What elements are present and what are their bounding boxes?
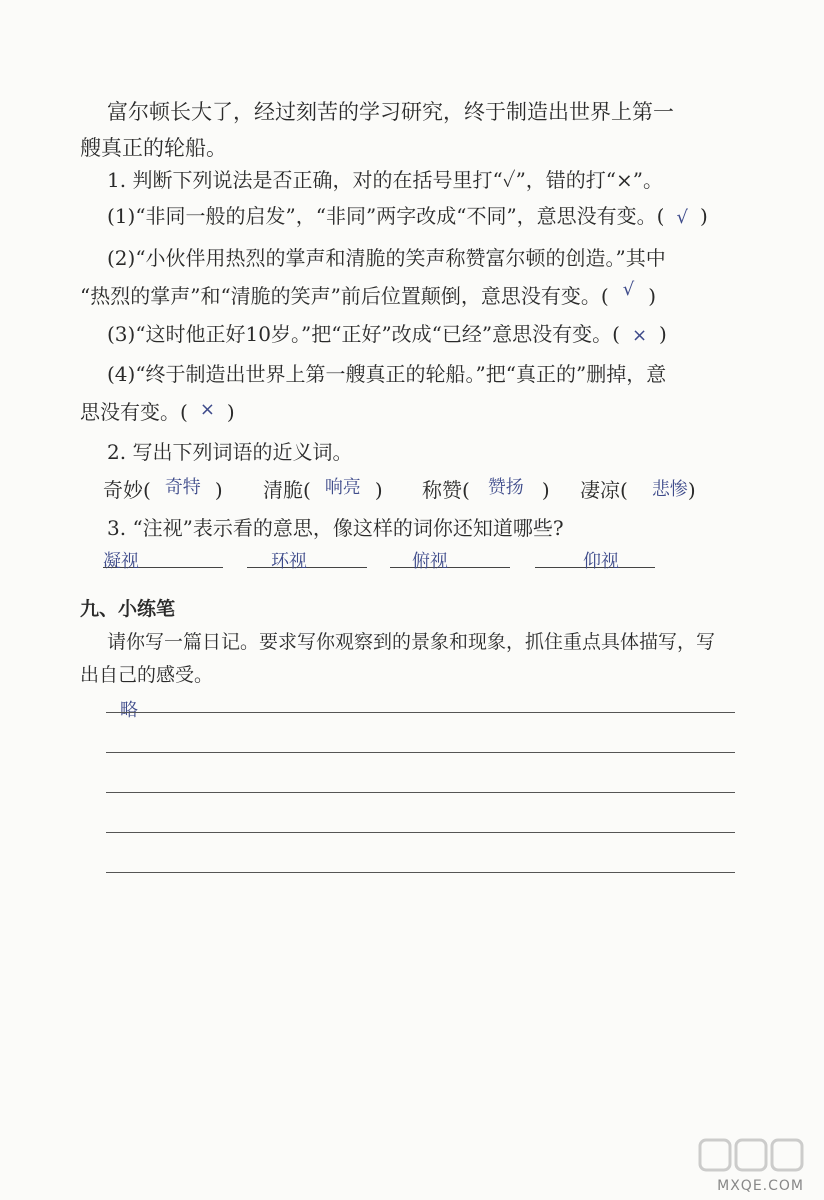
passage-line-1: 富尔顿长大了，经过刻苦的学习研究，终于制造出世界上第一	[107, 100, 674, 124]
q3-answer-3[interactable]	[390, 547, 510, 572]
writing-line-2[interactable]	[106, 752, 735, 753]
q1-item-3-close: )	[659, 322, 667, 346]
writing-line-4[interactable]	[106, 832, 735, 833]
q1-item-3-text: (3)“这时他正好10岁。”把“正好”改成“已经”意思没有变。(	[107, 322, 620, 346]
q2-pair-4-word: 凄凉(	[580, 478, 628, 502]
passage-line-2: 艘真正的轮船。	[80, 136, 227, 160]
q2-pair-3-answer[interactable]: 赞扬	[487, 477, 524, 498]
q2-pair-4-answer[interactable]: 悲惨	[651, 479, 688, 500]
q2-pair-4	[580, 474, 696, 503]
q3-prompt: 3. “注视”表示看的意思，像这样的词你还知道哪些?	[107, 516, 564, 540]
section-9-answer[interactable]: 略	[120, 700, 138, 721]
q3-answer-2[interactable]	[247, 547, 367, 572]
q2-pair-1-close: )	[214, 478, 223, 502]
q1-item-3	[107, 318, 667, 347]
q2-pair-2-answer[interactable]: 响亮	[324, 477, 361, 498]
q2-pair-1	[103, 474, 223, 503]
section-9-heading: 九、小练笔	[80, 598, 176, 620]
q2-pair-3-word: 称赞(	[422, 478, 470, 502]
q2-pair-1-word: 奇妙(	[103, 478, 151, 502]
q1-item-4-text: 思没有变。(	[80, 400, 188, 424]
q1-item-4-answer[interactable]: ×	[199, 399, 215, 420]
q2-prompt: 2. 写出下列词语的近义词。	[107, 440, 353, 464]
q2-pair-3-close: )	[541, 478, 550, 502]
q1-item-3-answer[interactable]: ×	[631, 325, 648, 346]
watermark-text: MXQE.COM	[717, 1178, 804, 1194]
q3-answer-2-text: 环视	[271, 551, 307, 572]
q3-answer-1[interactable]	[103, 547, 223, 572]
q1-item-2-text: “热烈的掌声”和“清脆的笑声”前后位置颠倒，意思没有变。(	[80, 284, 609, 308]
q1-item-1-answer[interactable]: √	[676, 207, 688, 228]
q1-item-1-close: )	[699, 204, 708, 228]
q3-answer-1-text: 凝视	[103, 551, 139, 572]
q1-item-1-text: (1)“非同一般的启发”，“非同”两字改成“不同”，意思没有变。(	[107, 204, 665, 228]
q1-item-2-close: )	[648, 284, 656, 308]
q2-pair-3	[422, 474, 550, 503]
q2-pair-2-close: )	[374, 478, 383, 502]
q3-answer-4[interactable]	[535, 547, 655, 572]
q1-item-2-line-2	[80, 280, 656, 309]
q3-answer-3-text: 俯视	[412, 551, 448, 572]
q1-prompt: 1. 判断下列说法是否正确，对的在括号里打“✓”，错的打“×”。	[107, 168, 663, 192]
q1-item-4-line-2	[80, 396, 235, 425]
writing-line-3[interactable]	[106, 792, 735, 793]
q1-item-2-answer[interactable]: √	[622, 279, 635, 300]
q2-pair-4-close: )	[687, 478, 696, 502]
q2-pair-1-answer[interactable]: 奇特	[164, 477, 201, 498]
q2-pair-2	[263, 474, 383, 503]
section-9-prompt-line-1: 请你写一篇日记。要求写你观察到的景象和现象，抓住重点具体描写，写	[107, 631, 716, 653]
q1-item-4-line-1: (4)“终于制造出世界上第一艘真正的轮船。”把“真正的”删掉，意	[107, 362, 667, 386]
q1-item-2-line-1: (2)“小伙伴用热烈的掌声和清脆的笑声称赞富尔顿的创造。”其中	[107, 246, 666, 270]
writing-line-5[interactable]	[106, 872, 735, 873]
section-9-prompt-line-2: 出自己的感受。	[80, 664, 214, 686]
q1-item-1	[107, 200, 708, 229]
q3-answer-4-text: 仰视	[583, 551, 619, 572]
q1-item-4-close: )	[226, 400, 235, 424]
q2-pair-2-word: 清脆(	[263, 478, 311, 502]
writing-line-1[interactable]	[106, 712, 735, 713]
